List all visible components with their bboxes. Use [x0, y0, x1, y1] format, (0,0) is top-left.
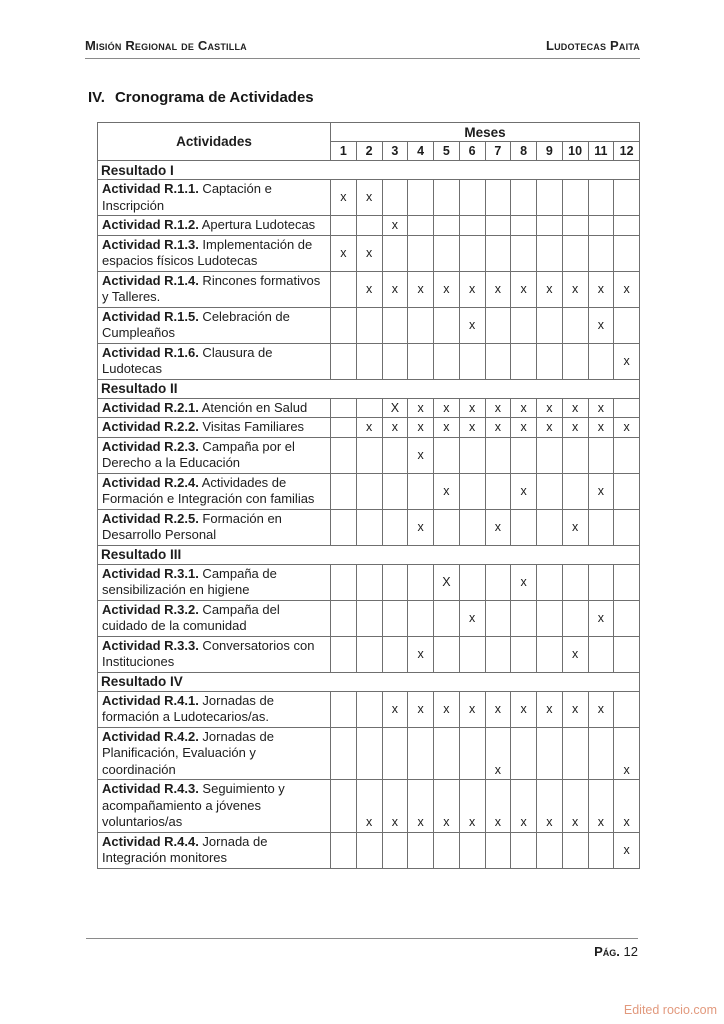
month-mark-cell: x [588, 600, 614, 636]
activity-row [98, 564, 640, 600]
month-mark-cell: x [356, 235, 382, 271]
activity-label: Actividad R.2.4. Actividades de Formación e Integración con familias [98, 473, 331, 509]
month-mark-cell: x [614, 418, 640, 438]
month-empty-cell [408, 180, 434, 216]
month-mark-cell: x [537, 691, 563, 727]
month-empty-cell [459, 216, 485, 236]
month-mark-cell: x [614, 727, 640, 780]
month-empty-cell [382, 727, 408, 780]
month-mark-cell: x [408, 271, 434, 307]
month-empty-cell [382, 832, 408, 868]
section-title-text: Cronograma de Actividades [114, 89, 314, 106]
month-empty-cell [537, 727, 563, 780]
activity-row [98, 509, 640, 545]
activity-label: Actividad R.1.5. Celebración de Cumpleaños [98, 307, 331, 343]
month-mark-cell: x [382, 418, 408, 438]
month-empty-cell [588, 832, 614, 868]
month-empty-cell [614, 307, 640, 343]
month-empty-cell [434, 235, 460, 271]
month-mark-cell: x [562, 271, 588, 307]
month-empty-cell [459, 473, 485, 509]
month-empty-cell [485, 235, 511, 271]
month-empty-cell [408, 343, 434, 379]
month-empty-cell [485, 473, 511, 509]
month-mark-cell: X [434, 564, 460, 600]
month-mark-cell: x [588, 418, 614, 438]
table-header-row-1 [98, 123, 640, 142]
month-empty-cell [331, 437, 357, 473]
month-mark-cell: x [485, 780, 511, 833]
month-mark-cell: x [588, 271, 614, 307]
activity-label: Actividad R.1.2. Apertura Ludotecas [98, 216, 331, 236]
month-mark-cell: x [408, 437, 434, 473]
month-mark-cell: x [485, 691, 511, 727]
month-mark-cell: x [511, 691, 537, 727]
month-empty-cell [408, 832, 434, 868]
month-empty-cell [459, 437, 485, 473]
month-empty-cell [356, 343, 382, 379]
activity-row [98, 271, 640, 307]
month-empty-cell [434, 343, 460, 379]
activity-row [98, 343, 640, 379]
month-empty-cell [614, 691, 640, 727]
activity-label: Actividad R.1.1. Captación e Inscripción [98, 180, 331, 216]
activity-label: Actividad R.4.1. Jornadas de formación a Ludotecarios/as. [98, 691, 331, 727]
month-mark-cell: x [537, 780, 563, 833]
month-empty-cell [331, 473, 357, 509]
month-mark-cell: x [356, 180, 382, 216]
month-mark-cell: x [537, 271, 563, 307]
month-empty-cell [356, 691, 382, 727]
month-empty-cell [485, 600, 511, 636]
month-empty-cell [588, 727, 614, 780]
month-empty-cell [408, 216, 434, 236]
month-mark-cell: x [434, 418, 460, 438]
month-mark-cell: x [434, 271, 460, 307]
activity-label: Actividad R.4.3. Seguimiento y acompañamiento a jóvenes voluntarios/as [98, 780, 331, 833]
activity-label: Actividad R.3.2. Campaña del cuidado de la comunidad [98, 600, 331, 636]
month-empty-cell [331, 271, 357, 307]
activity-row [98, 398, 640, 418]
activity-row [98, 473, 640, 509]
activity-label: Actividad R.3.3. Conversatorios con Instituciones [98, 636, 331, 672]
page-number-value: 12 [623, 944, 638, 959]
month-number-header: 5 [434, 142, 460, 161]
activity-label: Actividad R.1.3. Implementación de espacios físicos Ludotecas [98, 235, 331, 271]
month-mark-cell: x [614, 780, 640, 833]
month-mark-cell: x [331, 235, 357, 271]
month-number-header: 2 [356, 142, 382, 161]
month-number-header: 3 [382, 142, 408, 161]
activity-label: Actividad R.2.1. Atención en Salud [98, 398, 331, 418]
month-empty-cell [382, 180, 408, 216]
month-empty-cell [511, 727, 537, 780]
month-empty-cell [537, 473, 563, 509]
month-mark-cell: x [434, 398, 460, 418]
month-mark-cell: x [382, 691, 408, 727]
month-mark-cell: X [382, 398, 408, 418]
month-empty-cell [511, 180, 537, 216]
month-mark-cell: x [562, 418, 588, 438]
month-number-header: 10 [562, 142, 588, 161]
watermark: Edited rocio.com [623, 1003, 717, 1017]
month-empty-cell [562, 727, 588, 780]
month-empty-cell [614, 235, 640, 271]
month-mark-cell: x [614, 271, 640, 307]
activity-row [98, 307, 640, 343]
activity-row [98, 418, 640, 438]
month-empty-cell [614, 509, 640, 545]
month-empty-cell [485, 437, 511, 473]
month-empty-cell [382, 636, 408, 672]
activity-row [98, 832, 640, 868]
month-empty-cell [588, 216, 614, 236]
activity-row [98, 216, 640, 236]
month-empty-cell [511, 343, 537, 379]
section-title-number: IV. [88, 89, 105, 106]
month-empty-cell [331, 564, 357, 600]
month-empty-cell [434, 180, 460, 216]
month-empty-cell [485, 307, 511, 343]
month-mark-cell: x [459, 398, 485, 418]
month-empty-cell [614, 216, 640, 236]
months-group-header: Meses [331, 123, 640, 142]
month-mark-cell: x [511, 418, 537, 438]
month-mark-cell: x [588, 780, 614, 833]
activity-label: Actividad R.4.4. Jornada de Integración monitores [98, 832, 331, 868]
month-mark-cell: x [511, 473, 537, 509]
month-mark-cell: x [356, 780, 382, 833]
month-mark-cell: x [614, 343, 640, 379]
month-mark-cell: x [588, 473, 614, 509]
month-empty-cell [356, 832, 382, 868]
month-mark-cell: x [408, 398, 434, 418]
section-row-label: Resultado III [98, 545, 640, 564]
month-mark-cell: x [562, 398, 588, 418]
activity-label: Actividad R.4.2. Jornadas de Planificación, Evaluación y coordinación [98, 727, 331, 780]
month-empty-cell [614, 473, 640, 509]
month-empty-cell [588, 636, 614, 672]
month-empty-cell [537, 216, 563, 236]
month-mark-cell: x [408, 509, 434, 545]
month-empty-cell [459, 727, 485, 780]
activity-label: Actividad R.1.4. Rincones formativos y Talleres. [98, 271, 331, 307]
month-empty-cell [331, 600, 357, 636]
month-empty-cell [537, 636, 563, 672]
activity-row [98, 437, 640, 473]
month-empty-cell [511, 600, 537, 636]
month-empty-cell [331, 307, 357, 343]
month-empty-cell [485, 564, 511, 600]
month-empty-cell [382, 473, 408, 509]
month-empty-cell [331, 418, 357, 438]
month-empty-cell [511, 636, 537, 672]
month-mark-cell: x [537, 398, 563, 418]
month-empty-cell [434, 832, 460, 868]
month-empty-cell [459, 235, 485, 271]
month-empty-cell [588, 235, 614, 271]
month-number-header: 4 [408, 142, 434, 161]
month-empty-cell [331, 343, 357, 379]
month-mark-cell: x [382, 216, 408, 236]
month-empty-cell [588, 437, 614, 473]
month-empty-cell [511, 437, 537, 473]
month-mark-cell: x [408, 636, 434, 672]
month-mark-cell: x [511, 271, 537, 307]
activity-label: Actividad R.2.5. Formación en Desarrollo Personal [98, 509, 331, 545]
section-row [98, 379, 640, 398]
section-title [88, 89, 314, 106]
month-mark-cell: x [485, 509, 511, 545]
month-empty-cell [511, 832, 537, 868]
section-row-label: Resultado II [98, 379, 640, 398]
activity-row [98, 636, 640, 672]
month-empty-cell [485, 343, 511, 379]
month-number-header: 1 [331, 142, 357, 161]
month-empty-cell [562, 564, 588, 600]
month-empty-cell [614, 636, 640, 672]
month-mark-cell: x [356, 418, 382, 438]
month-empty-cell [434, 509, 460, 545]
month-empty-cell [331, 832, 357, 868]
month-empty-cell [408, 600, 434, 636]
month-empty-cell [562, 343, 588, 379]
month-empty-cell [356, 216, 382, 236]
month-empty-cell [562, 180, 588, 216]
activities-column-header: Actividades [98, 123, 331, 161]
month-empty-cell [331, 727, 357, 780]
schedule-table [97, 122, 640, 869]
month-mark-cell: x [485, 727, 511, 780]
month-empty-cell [485, 216, 511, 236]
month-empty-cell [356, 564, 382, 600]
month-mark-cell: x [408, 780, 434, 833]
month-mark-cell: x [588, 307, 614, 343]
month-mark-cell: x [537, 418, 563, 438]
activity-row [98, 600, 640, 636]
header-left-title: Misión Regional de Castilla [85, 38, 247, 53]
month-empty-cell [614, 564, 640, 600]
month-empty-cell [331, 636, 357, 672]
month-number-header: 11 [588, 142, 614, 161]
month-mark-cell: x [382, 271, 408, 307]
month-mark-cell: x [614, 832, 640, 868]
month-empty-cell [562, 307, 588, 343]
month-empty-cell [408, 307, 434, 343]
month-empty-cell [614, 600, 640, 636]
month-mark-cell: x [588, 691, 614, 727]
footer-rule [86, 938, 638, 939]
month-empty-cell [537, 509, 563, 545]
month-empty-cell [382, 437, 408, 473]
month-empty-cell [331, 509, 357, 545]
month-mark-cell: x [511, 564, 537, 600]
month-empty-cell [356, 307, 382, 343]
activity-row [98, 235, 640, 271]
section-row-label: Resultado IV [98, 672, 640, 691]
month-empty-cell [356, 600, 382, 636]
month-mark-cell: x [408, 418, 434, 438]
header-right-title: Ludotecas Paita [545, 38, 640, 53]
month-mark-cell: x [511, 780, 537, 833]
month-number-header: 8 [511, 142, 537, 161]
month-empty-cell [356, 398, 382, 418]
month-empty-cell [356, 437, 382, 473]
month-empty-cell [588, 509, 614, 545]
month-mark-cell: x [459, 600, 485, 636]
month-empty-cell [434, 307, 460, 343]
month-empty-cell [588, 343, 614, 379]
month-empty-cell [331, 691, 357, 727]
month-empty-cell [408, 564, 434, 600]
month-empty-cell [331, 780, 357, 833]
month-empty-cell [382, 564, 408, 600]
month-empty-cell [614, 437, 640, 473]
month-empty-cell [537, 307, 563, 343]
month-empty-cell [614, 180, 640, 216]
month-mark-cell: x [459, 691, 485, 727]
activity-row [98, 727, 640, 780]
month-empty-cell [562, 473, 588, 509]
activity-label: Actividad R.3.1. Campaña de sensibilización en higiene [98, 564, 331, 600]
month-number-header: 7 [485, 142, 511, 161]
month-mark-cell: x [562, 691, 588, 727]
month-mark-cell: x [485, 418, 511, 438]
month-empty-cell [459, 832, 485, 868]
month-mark-cell: x [459, 271, 485, 307]
month-mark-cell: x [562, 509, 588, 545]
month-empty-cell [459, 180, 485, 216]
month-mark-cell: x [408, 691, 434, 727]
month-empty-cell [485, 832, 511, 868]
month-empty-cell [382, 235, 408, 271]
month-empty-cell [485, 636, 511, 672]
month-empty-cell [356, 509, 382, 545]
month-mark-cell: x [459, 780, 485, 833]
activity-row [98, 180, 640, 216]
section-row-label: Resultado I [98, 161, 640, 180]
month-mark-cell: x [434, 473, 460, 509]
month-number-header: 12 [614, 142, 640, 161]
month-empty-cell [434, 727, 460, 780]
month-empty-cell [614, 398, 640, 418]
month-empty-cell [382, 509, 408, 545]
month-mark-cell: x [485, 271, 511, 307]
month-empty-cell [588, 564, 614, 600]
month-empty-cell [382, 343, 408, 379]
month-empty-cell [537, 564, 563, 600]
month-empty-cell [408, 727, 434, 780]
month-empty-cell [562, 216, 588, 236]
month-mark-cell: x [588, 398, 614, 418]
month-empty-cell [408, 473, 434, 509]
month-empty-cell [485, 180, 511, 216]
section-row [98, 161, 640, 180]
month-empty-cell [537, 832, 563, 868]
month-mark-cell: x [459, 307, 485, 343]
month-mark-cell: x [331, 180, 357, 216]
month-empty-cell [537, 180, 563, 216]
activity-row [98, 780, 640, 833]
month-empty-cell [434, 636, 460, 672]
activity-label: Actividad R.2.3. Campaña por el Derecho a la Educación [98, 437, 331, 473]
month-empty-cell [511, 235, 537, 271]
month-empty-cell [459, 564, 485, 600]
month-mark-cell: x [382, 780, 408, 833]
month-empty-cell [356, 727, 382, 780]
section-row [98, 672, 640, 691]
month-mark-cell: x [562, 780, 588, 833]
month-mark-cell: x [511, 398, 537, 418]
month-empty-cell [537, 343, 563, 379]
month-empty-cell [434, 216, 460, 236]
month-empty-cell [382, 307, 408, 343]
activity-row [98, 691, 640, 727]
section-row [98, 545, 640, 564]
month-empty-cell [459, 509, 485, 545]
activity-label: Actividad R.1.6. Clausura de Ludotecas [98, 343, 331, 379]
month-empty-cell [434, 600, 460, 636]
month-empty-cell [562, 437, 588, 473]
month-mark-cell: x [459, 418, 485, 438]
month-empty-cell [511, 216, 537, 236]
month-empty-cell [562, 235, 588, 271]
month-empty-cell [562, 832, 588, 868]
month-mark-cell: x [434, 780, 460, 833]
month-mark-cell: x [562, 636, 588, 672]
month-empty-cell [537, 437, 563, 473]
page-number [594, 944, 638, 959]
page-number-label: Pág. [594, 944, 620, 959]
month-empty-cell [408, 235, 434, 271]
month-empty-cell [588, 180, 614, 216]
month-empty-cell [459, 636, 485, 672]
month-number-header: 6 [459, 142, 485, 161]
month-empty-cell [382, 600, 408, 636]
month-empty-cell [356, 473, 382, 509]
month-mark-cell: x [434, 691, 460, 727]
month-empty-cell [331, 216, 357, 236]
month-empty-cell [511, 307, 537, 343]
month-empty-cell [511, 509, 537, 545]
activity-label: Actividad R.2.2. Visitas Familiares [98, 418, 331, 438]
month-empty-cell [562, 600, 588, 636]
month-number-header: 9 [537, 142, 563, 161]
month-mark-cell: x [356, 271, 382, 307]
month-empty-cell [434, 437, 460, 473]
month-mark-cell: x [485, 398, 511, 418]
page-header [85, 38, 640, 59]
month-empty-cell [356, 636, 382, 672]
month-empty-cell [331, 398, 357, 418]
month-empty-cell [537, 235, 563, 271]
month-empty-cell [537, 600, 563, 636]
month-empty-cell [459, 343, 485, 379]
